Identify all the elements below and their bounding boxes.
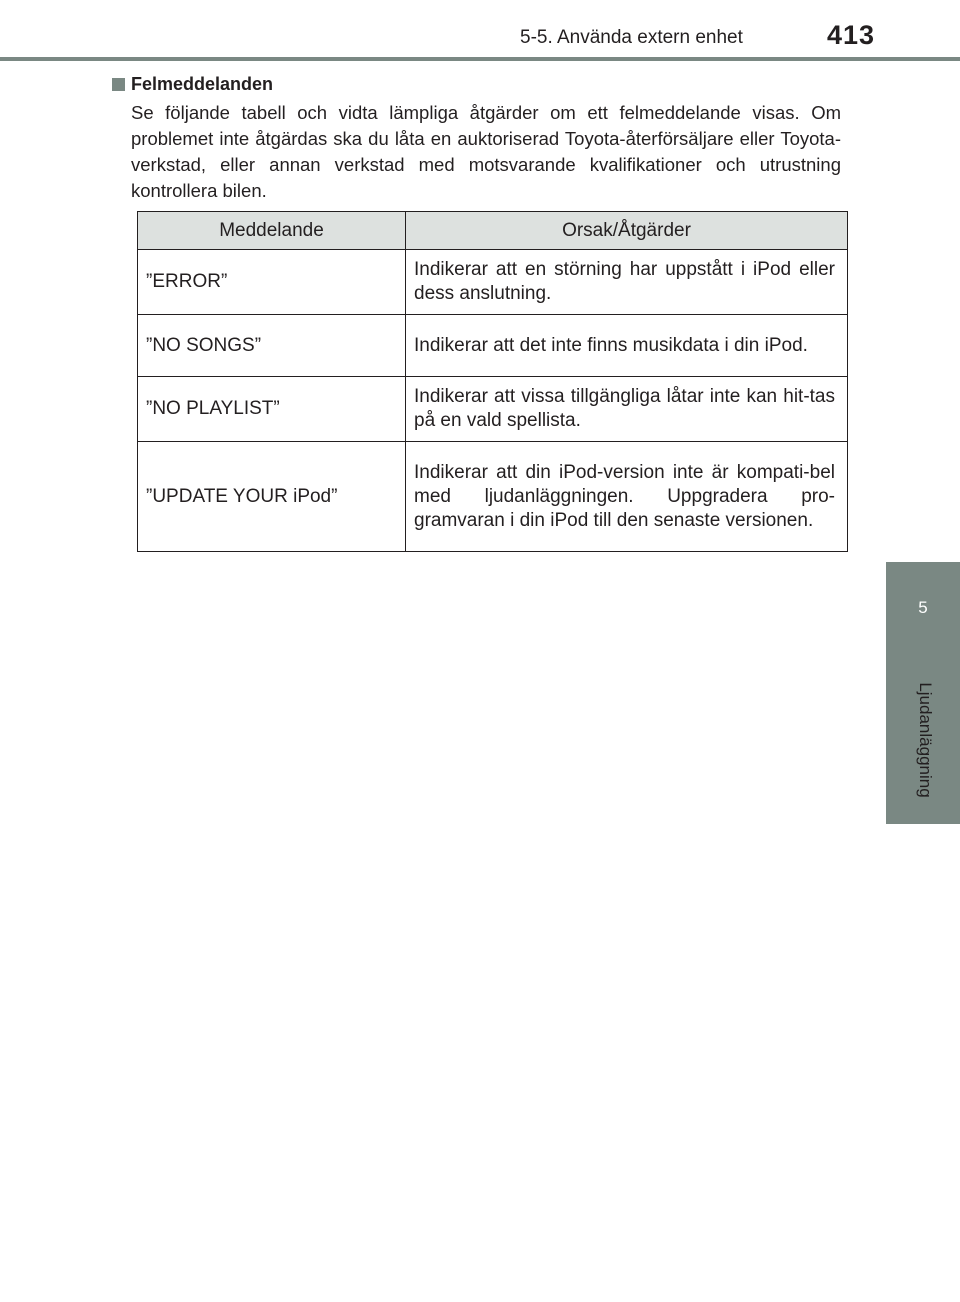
error-message-table	[137, 211, 848, 552]
column-header-message: Meddelande	[138, 212, 406, 250]
table-row	[138, 377, 848, 442]
cause-cell: Indikerar att det inte finns musikdata i din iPod.	[406, 315, 848, 377]
chapter-number: 5	[918, 598, 928, 617]
header-rule	[0, 57, 960, 61]
cause-cell: Indikerar att vissa tillgängliga låtar inte kan hit-tas på en vald spellista.	[406, 377, 848, 442]
table-row	[138, 315, 848, 377]
chapter-title: Ljudanläggning	[916, 682, 935, 798]
cause-cell: Indikerar att din iPod-version inte är kompati-bel med ljudanläggningen. Uppgradera pro-gramvaran i din iPod till den senaste versionen.	[406, 442, 848, 552]
intro-paragraph: Se följande tabell och vidta lämpliga åtgärder om ett felmeddelande visas. Om problemet inte åtgärdas ska du låta en auktoriserad Toyota-återförsäljare eller Toyota-verkstad, eller annan verkstad med motsvarande kvalifikationer och utrustning kontrollera bilen.	[131, 102, 841, 201]
column-header-cause: Orsak/Åtgärder	[406, 212, 848, 250]
section-title: Felmeddelanden	[131, 73, 274, 94]
section-heading	[112, 73, 273, 95]
message-cell: ”NO PLAYLIST”	[138, 377, 406, 442]
cause-cell: Indikerar att en störning har uppstått i iPod eller dess anslutning.	[406, 250, 848, 315]
table-row	[138, 442, 848, 552]
square-bullet-icon	[112, 78, 125, 91]
message-cell: ”UPDATE YOUR iPod”	[138, 442, 406, 552]
table-header-row	[138, 212, 848, 250]
table-row	[138, 250, 848, 315]
running-header-section: 5-5. Använda extern enhet	[520, 27, 743, 48]
message-cell: ”NO SONGS”	[138, 315, 406, 377]
message-cell: ”ERROR”	[138, 250, 406, 315]
page-number: 413	[827, 20, 876, 50]
